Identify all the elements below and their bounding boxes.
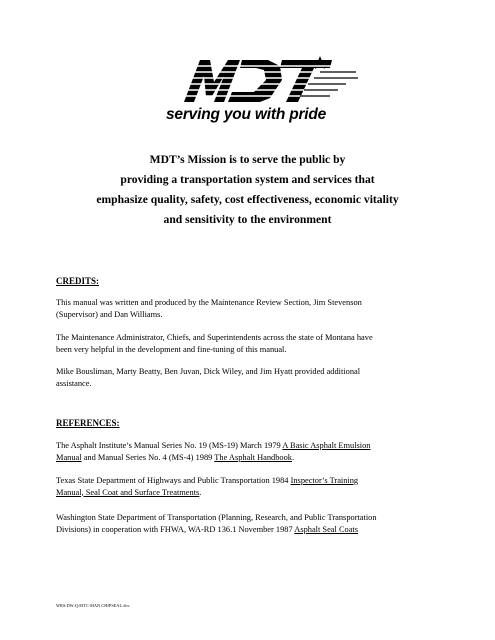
reference-1-text-2: and Manual Series No. 4 (MS-4) 1989 <box>81 452 215 462</box>
reference-2-line-1 <box>56 475 466 487</box>
reference-2-title: Inspector’s Training <box>290 476 359 485</box>
footer-file-path: WRS:DW:Q:MTC-MAN CHIPSEAL.doc <box>56 603 130 608</box>
mission-line-3: emphasize quality, safety, cost effectiveness, economic vitality <box>96 193 399 206</box>
mission-line-2: providing a transportation system and services that <box>120 173 375 186</box>
credits-p2-line-2: been very helpful in the development and fine-tuning of this manual. <box>56 344 287 354</box>
reference-1-period: . <box>291 452 295 462</box>
reference-1 <box>56 440 466 463</box>
references-heading-text: REFERENCES <box>56 418 117 428</box>
credits-paragraph-1 <box>56 297 466 320</box>
references-heading <box>56 418 120 428</box>
reference-3-title: Asphalt Seal Coats <box>294 524 359 534</box>
reference-3-line-2 <box>56 524 466 536</box>
reference-3-text: Divisions) in cooperation with FHWA, WA-RD 136.1 November 1987 <box>56 524 295 534</box>
reference-1-text: The Asphalt Institute’s Manual Series No. 19 (MS-19) March 1979 <box>56 441 283 450</box>
credits-heading-text: CREDITS <box>56 276 97 286</box>
reference-2 <box>56 475 466 498</box>
credits-p1-line-2: (Supervisor) and Dan Williams. <box>56 309 163 319</box>
reference-2-period: . <box>199 487 202 497</box>
mdt-logo-graphic <box>170 52 360 112</box>
logo-tagline: serving you with pride <box>166 106 327 123</box>
credits-p2-line-1: The Maintenance Administrator, Chiefs, and Superintendents across the state of Montana have <box>56 333 373 342</box>
reference-1-title: A Basic Asphalt Emulsion <box>282 441 371 450</box>
mission-line-1: MDT’s Mission is to serve the public by <box>149 153 346 166</box>
mission-line-4: and sensitivity to the environment <box>163 213 332 226</box>
reference-1-title-cont: Manual <box>56 452 82 462</box>
reference-2-text: Texas State Department of Highways and Public Transportation 1984 <box>56 476 291 485</box>
reference-2-title-cont: Manual, Seal Coat and Surface Treatments <box>56 487 200 497</box>
reference-3-line-1: Washington State Department of Transportation (Planning, Research, and Public Transportation <box>56 513 377 522</box>
reference-1-line-1 <box>56 440 466 452</box>
reference-1-line-2 <box>56 452 466 464</box>
credits-paragraph-3 <box>56 366 466 389</box>
mission-statement <box>40 150 455 230</box>
references-heading-colon: : <box>116 418 120 428</box>
credits-p3-line-1: Mike Bousliman, Marty Beatty, Ben Juvan, Dick Wiley, and Jim Hyatt provided additional <box>56 367 361 376</box>
reference-2-line-2 <box>56 487 466 499</box>
reference-3 <box>56 512 466 535</box>
credits-p1-line-1: This manual was written and produced by the Maintenance Review Section, Jim Stevenson <box>56 298 362 307</box>
credits-heading <box>56 276 99 286</box>
credits-paragraph-2 <box>56 332 466 355</box>
credits-p3-line-2: assistance. <box>56 378 92 388</box>
credits-heading-colon: : <box>96 276 100 286</box>
reference-1-title-2: The Asphalt Handbook <box>214 452 292 462</box>
